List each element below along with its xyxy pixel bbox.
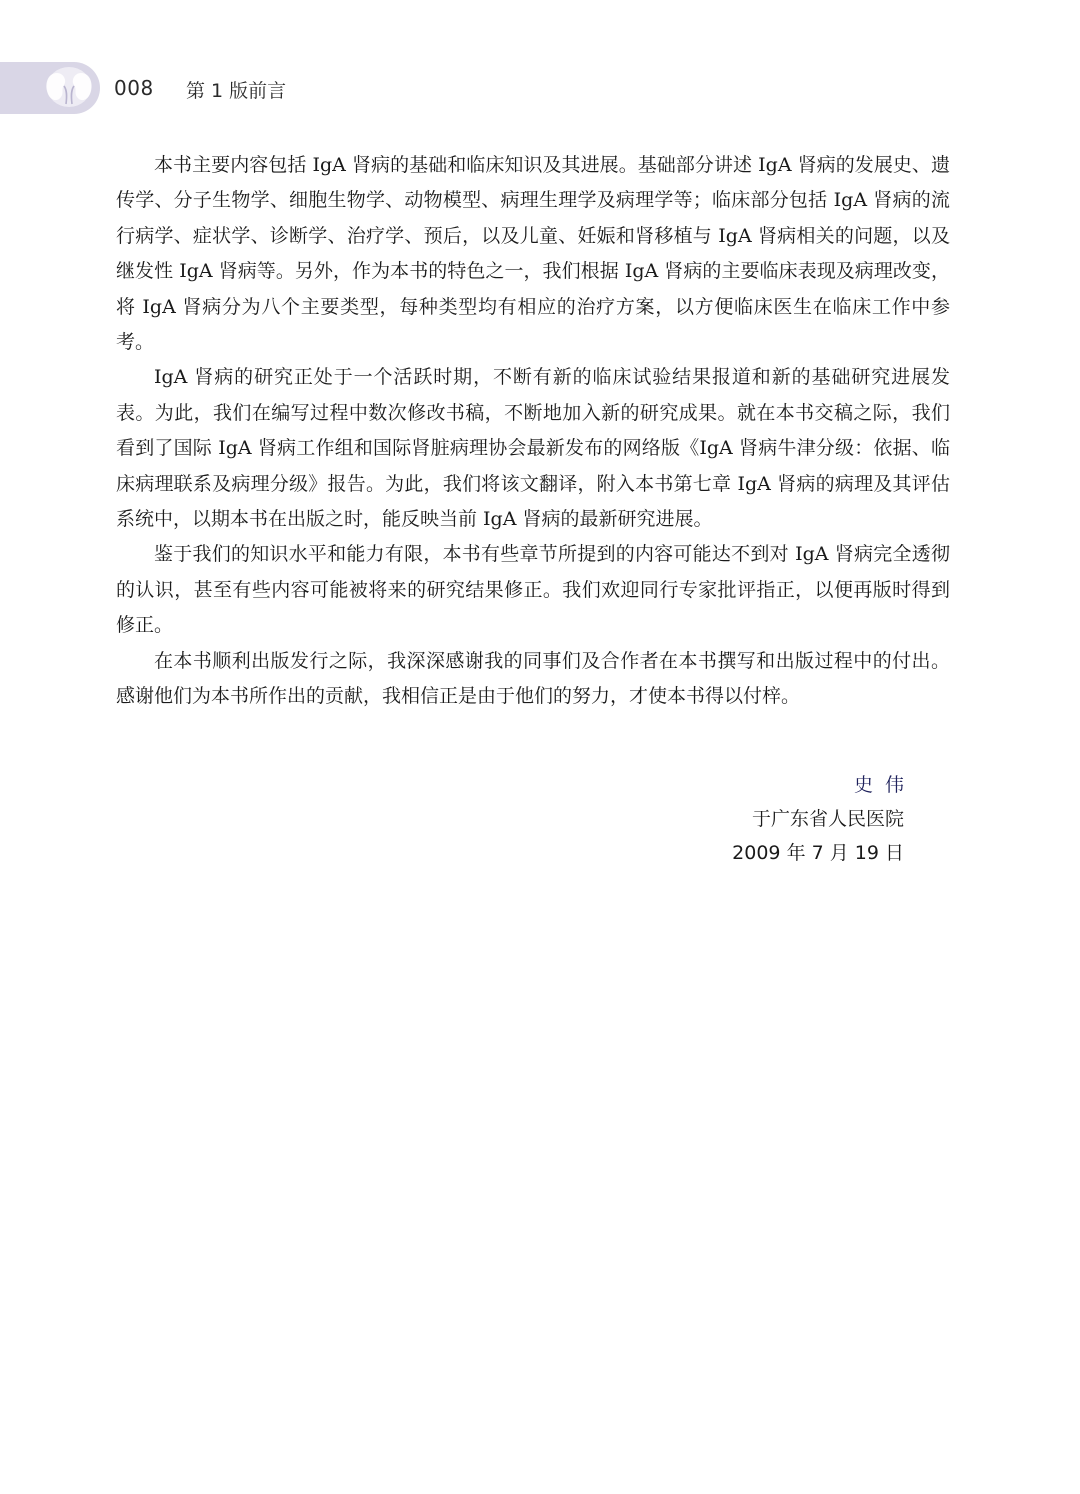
signature-date: 2009 年 7 月 19 日 — [732, 842, 904, 864]
paragraph-1: 本书主要内容包括 IgA 肾病的基础和临床知识及其进展。基础部分讲述 IgA 肾病的发展史、遗传学、分子生物学、细胞生物学、动物模型、病理生理学及病理学等；临床部分包括 IgA 肾病的流行病学、症状学、诊断学、治疗学、预后，以及儿童、妊娠和肾移植与 IgA 肾病相关的问题，以及继发性 IgA 肾病等。另外，作为本书的特色之一，我们根据 IgA 肾病的主要临床表现及病理改变，将 IgA 肾病分为八个主要类型，每种类型均有相应的治疗方案，以方便临床医生在临床工作中参考。 — [116, 154, 950, 354]
author-affiliation: 于广东省人民医院 — [751, 808, 904, 830]
signature-block — [732, 768, 916, 870]
kidney-icon — [40, 64, 98, 110]
paragraph-3: 鉴于我们的知识水平和能力有限，本书有些章节所提到的内容可能达不到对 IgA 肾病完全透彻的认识，甚至有些内容可能被将来的研究结果修正。我们欢迎同行专家批评指正，以便再版时得到修正。 — [116, 543, 950, 637]
running-title: 第 1 版前言 — [186, 80, 287, 102]
paragraph-4: 在本书顺利出版发行之际，我深深感谢我的同事们及合作者在本书撰写和出版过程中的付出。感谢他们为本书所作出的贡献，我相信正是由于他们的努力，才使本书得以付梓。 — [116, 649, 950, 708]
preface-body — [116, 148, 950, 715]
page-number: 008 — [114, 76, 154, 100]
paragraph-2: IgA 肾病的研究正处于一个活跃时期，不断有新的临床试验结果报道和新的基础研究进展发表。为此，我们在编写过程中数次修改书稿，不断地加入新的研究成果。就在本书交稿之际，我们看到了国际 IgA 肾病工作组和国际肾脏病理协会最新发布的网络版《IgA 肾病牛津分级：依据、临床病理联系及病理分级》报告。为此，我们将该文翻译，附入本书第七章 IgA 肾病的病理及其评估系统中，以期本书在出版之时，能反映当前 IgA 肾病的最新研究进展。 — [116, 366, 950, 531]
author-name: 史伟 — [853, 774, 916, 796]
